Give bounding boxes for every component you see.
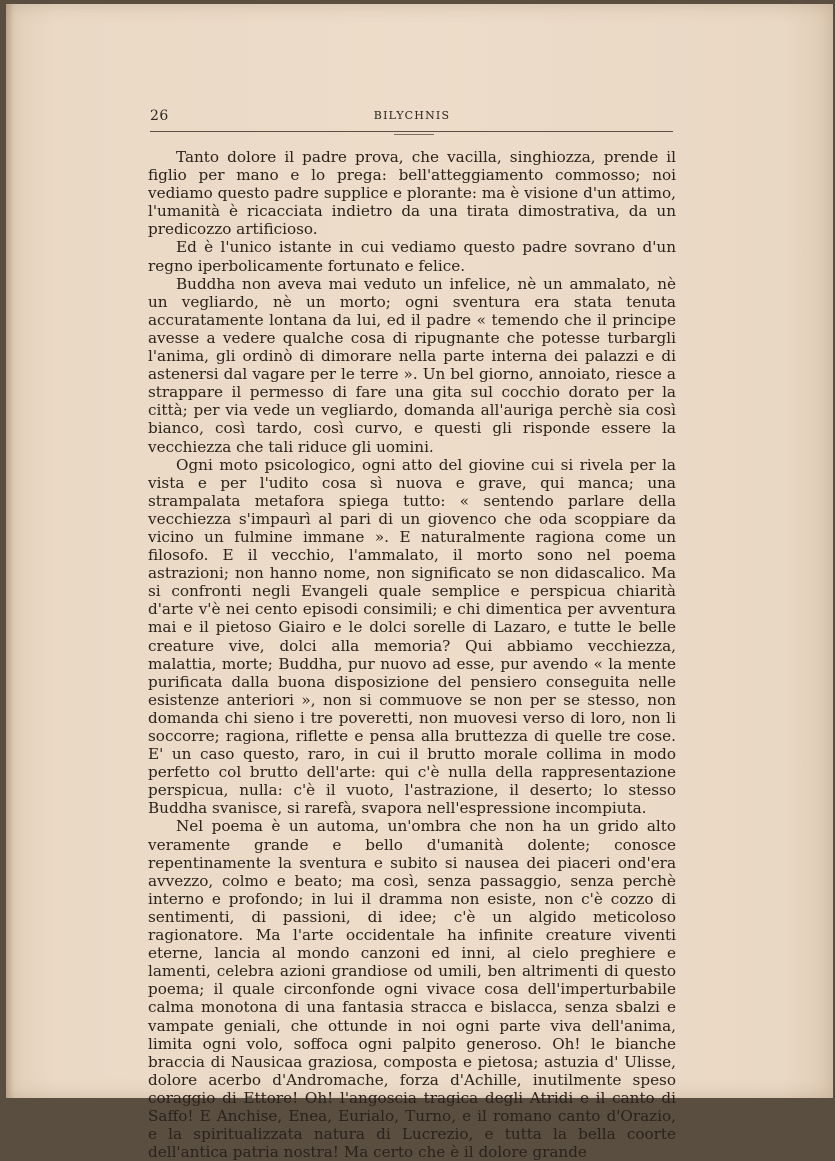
header-rule-ornament (394, 134, 434, 135)
paragraph-2: Ed è l'unico istante in cui vediamo questo padre sovrano d'un regno iperbolicamente fortunato e felice. (148, 238, 676, 275)
paragraph-4: Ogni moto psicologico, ogni atto del giovine cui si rivela per la vista e per l'udito cosa sì nuova e grave, qui manca; una strampalata metafora spiega tutto: « sentendo parlare della vecchiezza s'impaurì al pari di un giovenco che oda scoppiare da vicino un fulmine immane ». E naturalmente ragiona come un filosofo. E il vecchio, l'ammalato, il morto sono nel poema astrazioni; non hanno nome, non significato se non didascalico. Ma si confronti negli Evangeli quale semplice e perspicua chiarità d'arte v'è nei cento episodi consimili; e chi dimentica per avventura mai e il pietoso Giairo e le dolci sorelle di Lazaro, e tutte le belle creature vive, dolci alla memoria? Qui abbiamo vecchiezza, malattia, morte; Buddha, pur nuovo ad esse, pur avendo « la mente purificata dalla buona disposizione del pensiero conseguita nelle esistenze anteriori », non si commuove se non per se stesso, non domanda chi sieno i tre poveretti, non muovesi verso di loro, non li soccorre; ragiona, riflette e pensa alla bruttezza di quelle tre cose. E' un caso questo, raro, in cui il brutto morale collima in modo perfetto col brutto dell'arte: qui c'è nulla della rappresentazione perspicua, nulla: c'è il vuoto, l'astrazione, il deserto; lo stesso Buddha svanisce, si rarefà, svapora nell'espressione incompiuta. (148, 455, 676, 818)
page-edge-shadow (6, 4, 14, 1098)
body-text (148, 148, 676, 1161)
paragraph-3: Buddha non aveva mai veduto un infelice, nè un ammalato, nè un vegliardo, nè un morto; ogni sventura era stata tenuta accuratamente lontana da lui, ed il padre « temendo che il principe avesse a vedere qualche cosa di ripugnante che potesse turbargli l'anima, gli ordinò di dimorare nella parte interna dei palazzi e di astenersi dal vagare per le terre ». Un bel giorno, annoiato, riesce a strappare il permesso di fare una gita sul cocchio dorato per la città; per via vede un vegliardo, domanda all'auriga perchè sia così bianco, così tardo, così curvo, e questi gli risponde essere la vecchiezza che tali riduce gli uomini. (148, 274, 676, 456)
running-head (142, 108, 682, 130)
paragraph-5: Nel poema è un automa, un'ombra che non ha un grido alto veramente grande e bello d'umanità dolente; conosce repentinamente la sventura e subito si nausea dei piaceri ond'era avvezzo, colmo e beato; ma così, senza passaggio, senza perchè interno e profondo; in lui il dramma non esiste, non c'è cozzo di sentimenti, di passioni, di idee; c'è un algido meticoloso ragionatore. Ma l'arte occidentale ha infinite creature viventi eterne, lancia al mondo canzoni ed inni, al cielo preghiere e lamenti, celebra azioni grandiose od umili, ben altrimenti di questo poema; il quale circonfonde ogni vivace cosa dell'imperturbabile calma monotona di una fantasia stracca e bislacca, senza sbalzi e vampate geniali, che ottunde in noi ogni parte viva dell'anima, limita ogni volo, soffoca ogni palpito generoso. Oh! le bianche braccia di Nausicaa graziosa, composta e pietosa; astuzia d' Ulisse, dolore acerbo d'Andromache, forza d'Achille, inutilmente speso coraggio di Ettore! Oh! l'angoscia tragica degli Atridi e il canto di Saffo! E Anchise, Enea, Eurialo, Turno, e il romano canto d'Orazio, e la spiritualizzata natura di Lucrezio, e tutta la bella coorte dell'antica patria nostra! Ma certo che è il dolore grande (148, 817, 676, 1161)
paragraph-1: Tanto dolore il padre prova, che vacilla, singhiozza, prende il figlio per mano e lo prega: bell'atteggiamento commosso; noi vediamo questo padre supplice e plorante: ma è visione d'un attimo, l'umanità è ricacciata indietro da una tirata dimostrativa, da un predicozzo artificioso. (148, 148, 676, 239)
page-number: 26 (150, 108, 169, 124)
header-rule (150, 131, 673, 132)
journal-title: BILYCHNIS (373, 109, 451, 122)
